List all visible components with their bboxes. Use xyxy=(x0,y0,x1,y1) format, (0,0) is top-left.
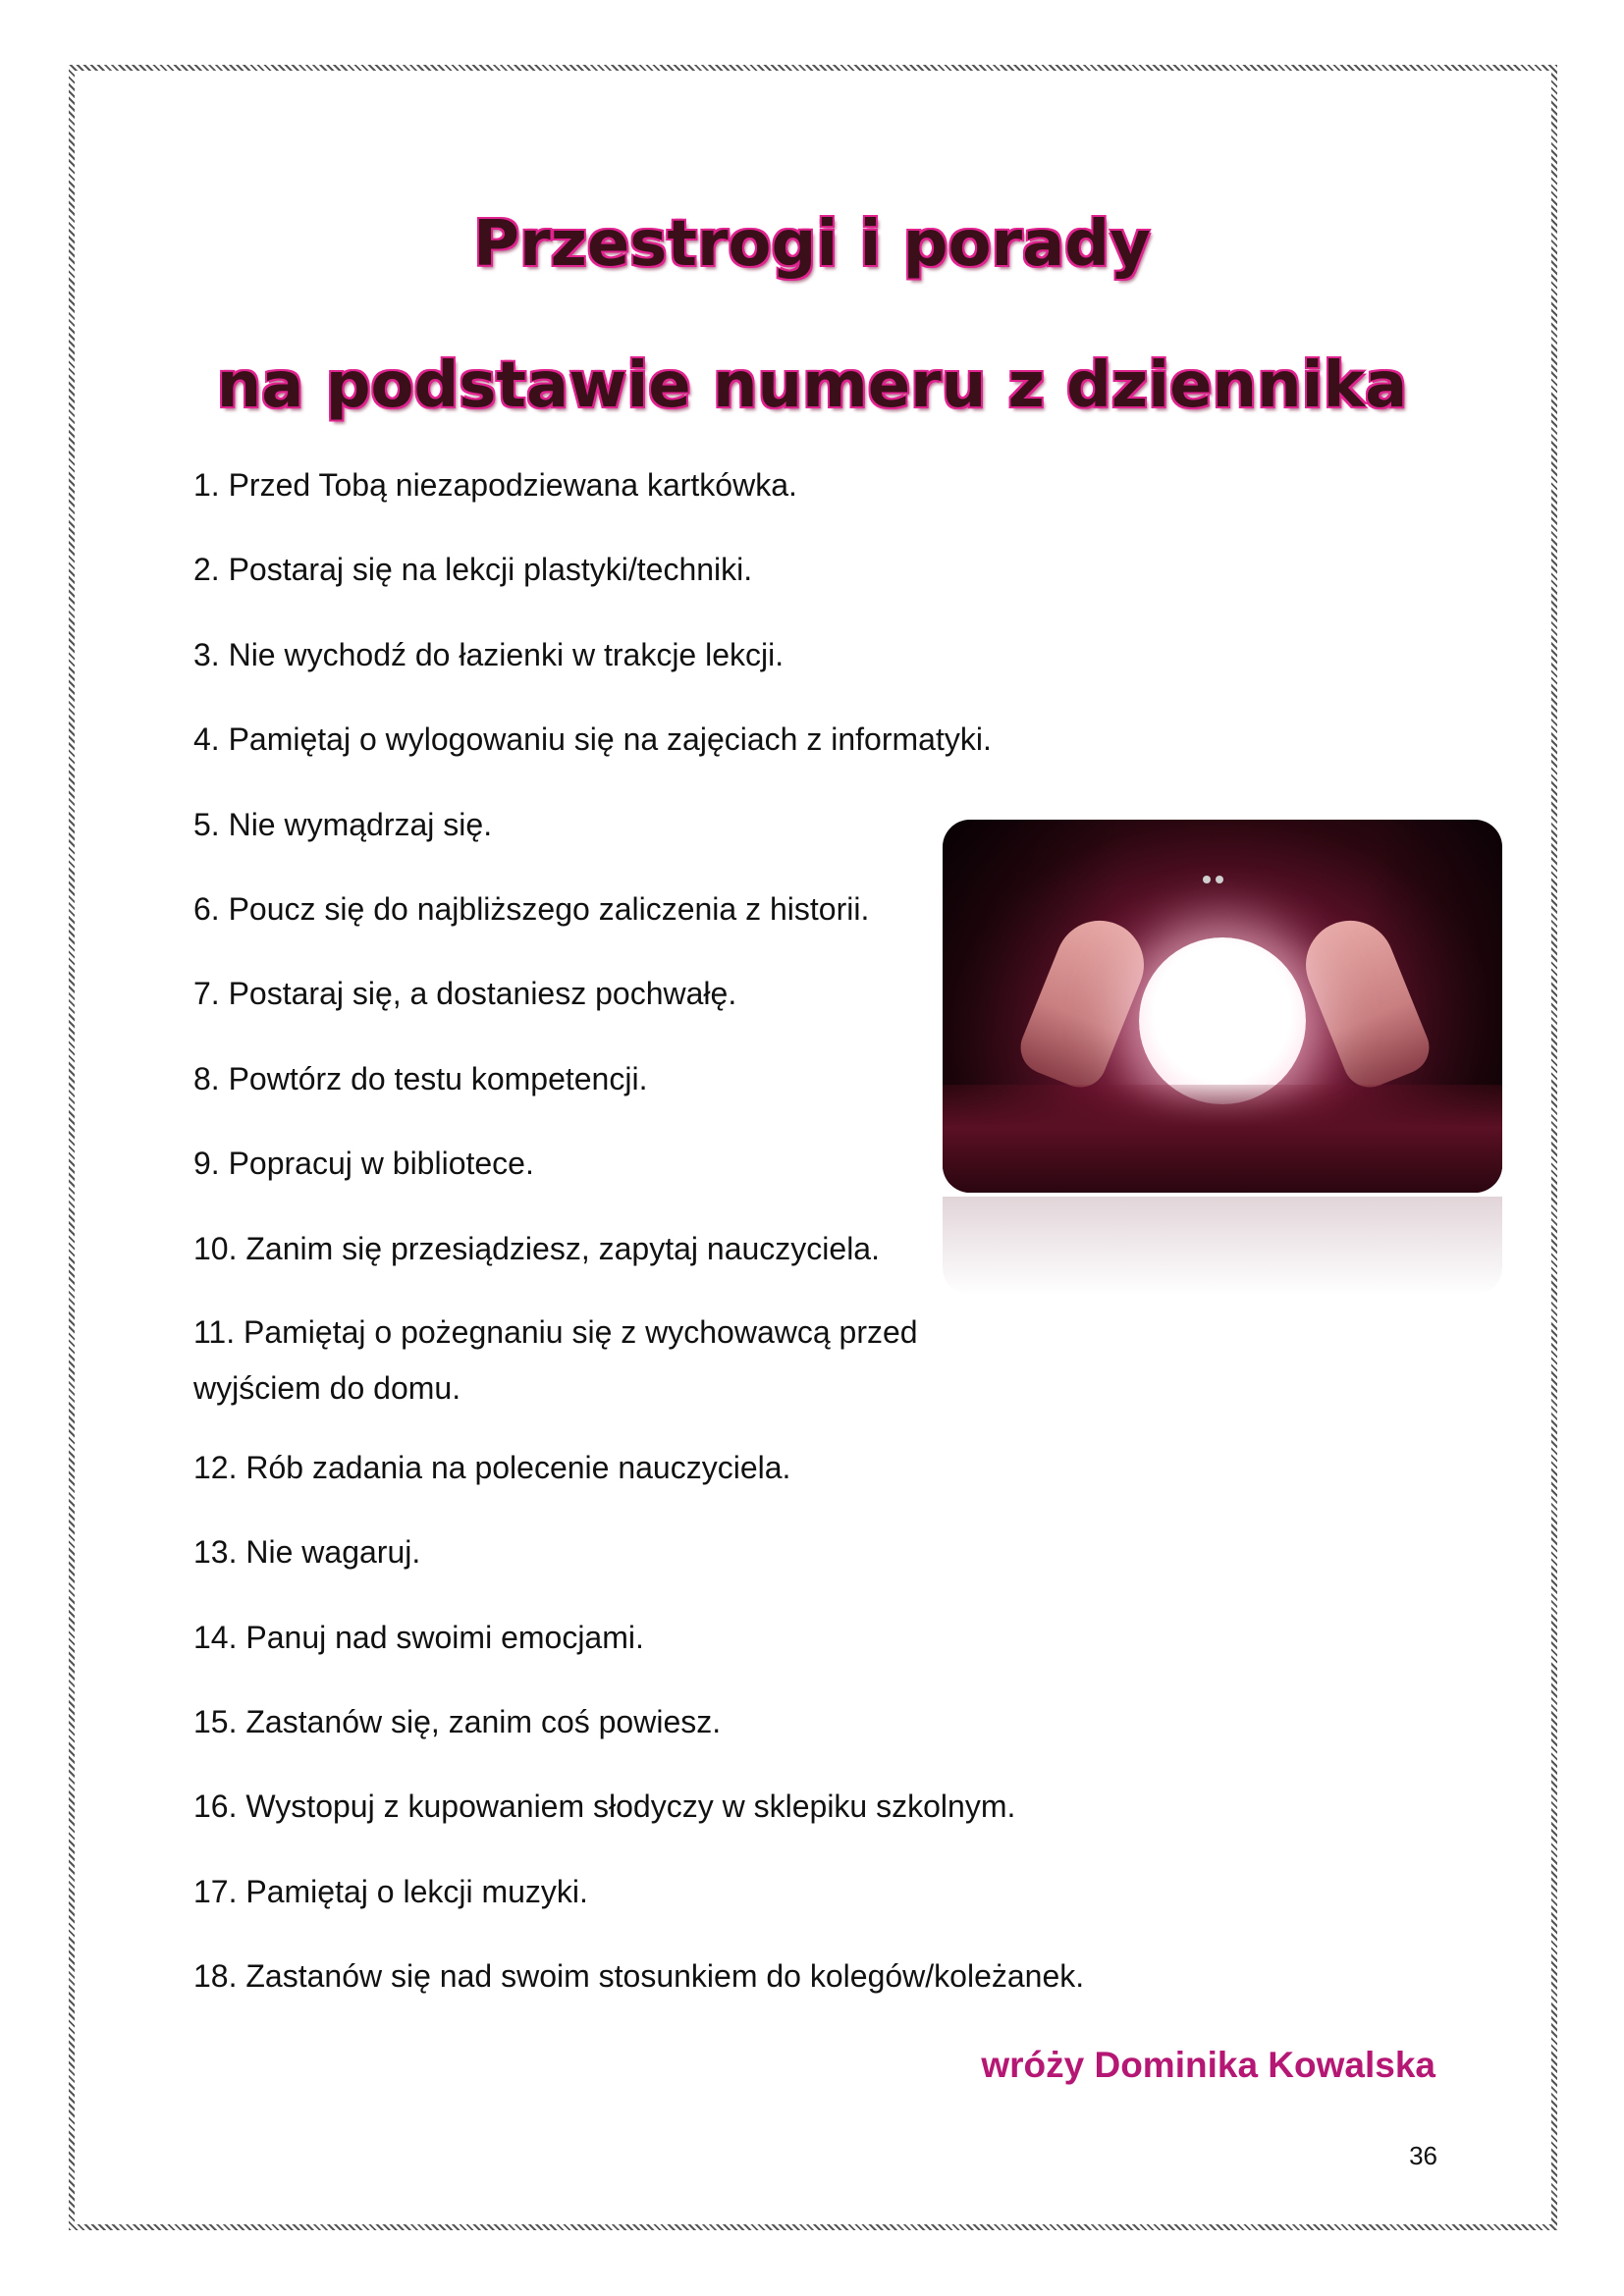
tablecloth-shape xyxy=(943,1085,1502,1193)
page-number: 36 xyxy=(1409,2141,1437,2170)
list-item: 2. Postaraj się na lekcji plastyki/techniki. xyxy=(193,552,753,588)
photo-reflection xyxy=(943,1197,1502,1295)
list-item: 16. Wystopuj z kupowaniem słodyczy w sklepiku szkolnym. xyxy=(193,1789,1016,1825)
crystal-ball-icon xyxy=(1139,937,1306,1104)
crystal-ball-photo xyxy=(943,820,1502,1193)
author-signature: wróży Dominika Kowalska xyxy=(981,2045,1435,2085)
page-title-line-1: Przestrogi i porady xyxy=(473,208,1151,281)
list-item: 4. Pamiętaj o wylogowaniu się na zajęciach z informatyki. xyxy=(193,721,992,758)
page-title-line-2: na podstawie numeru z dziennika xyxy=(216,349,1408,422)
list-item: 14. Panuj nad swoimi emocjami. xyxy=(193,1619,644,1655)
list-item: 11. Pamiętaj o pożegnaniu się z wychowawcą przed wyjściem do domu. xyxy=(193,1313,918,1406)
list-item: 8. Powtórz do testu kompetencji. xyxy=(193,1060,648,1096)
crystal-ball-image xyxy=(943,820,1502,1193)
robe-buttons xyxy=(1203,871,1228,882)
list-item: 17. Pamiętaj o lekcji muzyki. xyxy=(193,1873,588,1909)
list-item: 5. Nie wymądrzaj się. xyxy=(193,806,493,842)
list-item: 3. Nie wychodź do łazienki w trakcje lekcji. xyxy=(193,636,785,672)
list-item: 15. Zastanów się, zanim coś powiesz. xyxy=(193,1704,722,1740)
list-item: 6. Poucz się do najbliższego zaliczenia z historii. xyxy=(193,890,870,927)
list-item: 10. Zanim się przesiądziesz, zapytaj nauczyciela. xyxy=(193,1230,880,1266)
list-item: 13. Nie wagaruj. xyxy=(193,1534,421,1571)
list-item: 12. Rób zadania na polecenie nauczyciela. xyxy=(193,1449,791,1485)
list-item: 18. Zastanów się nad swoim stosunkiem do kolegów/koleżanek. xyxy=(193,1958,1085,1995)
list-item: 9. Popracuj w bibliotece. xyxy=(193,1146,534,1182)
list-item: 1. Przed Tobą niezapodziewana kartkówka. xyxy=(193,467,797,503)
list-item: 7. Postaraj się, a dostaniesz pochwałę. xyxy=(193,976,737,1012)
